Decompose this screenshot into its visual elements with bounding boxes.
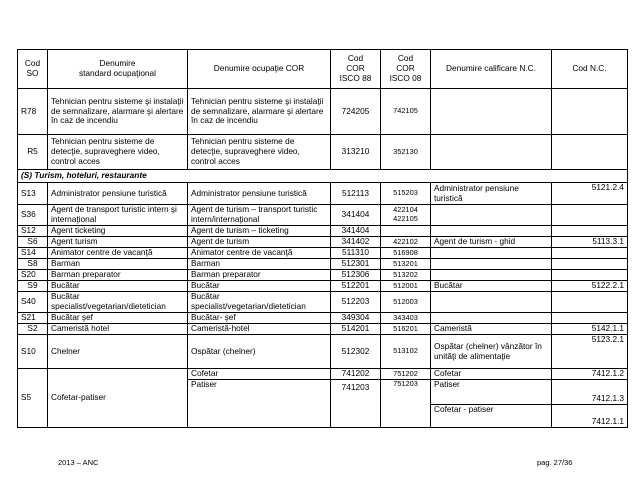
- cell-cor: Cofetar: [188, 369, 331, 380]
- cell-cor: Tehnician pentru sisteme şi instalaţii de semnalizare, alarmare şi alertare în caz de incendiu: [188, 89, 331, 135]
- footer-page-number: pag. 27/36: [537, 458, 573, 467]
- header-row: [18, 50, 628, 89]
- cell-nc: [431, 259, 552, 270]
- cell-standard: Administrator pensiune turistică: [48, 183, 188, 205]
- cell-standard: Agent ticketing: [48, 226, 188, 237]
- cell-cod-so: S36: [18, 205, 48, 226]
- cell-cod-so: S5: [18, 369, 48, 428]
- occupations-table: [17, 49, 628, 428]
- cell-cor: Agent de turism – transport turistic intern/internaţional: [188, 205, 331, 226]
- cell-standard: Animator centre de vacanţă: [48, 248, 188, 259]
- cell-isco08: 422102: [381, 237, 431, 248]
- cell-nc-code: [552, 248, 628, 259]
- cell-isco88: 512201: [331, 281, 381, 292]
- cell-cod-so: R5: [18, 135, 48, 170]
- cell-isco88: 512203: [331, 292, 381, 313]
- cell-nc-code: [552, 226, 628, 237]
- table-row: [18, 259, 628, 270]
- cell-nc: [431, 89, 552, 135]
- cell-isco88: 512302: [331, 335, 381, 369]
- section-row: [18, 170, 628, 183]
- cell-cod-so: S8: [18, 259, 48, 270]
- cell-isco08: 352130: [381, 135, 431, 170]
- cell-isco88: 741203: [331, 380, 381, 428]
- cell-nc-code: [552, 89, 628, 135]
- cell-cor: Cameristă-hotel: [188, 324, 331, 335]
- cell-nc-code: [552, 270, 628, 281]
- cell-isco88: 724205: [331, 89, 381, 135]
- footer-left: 2013 – ANC: [58, 458, 99, 467]
- cell-cor: Tehnician pentru sisteme de detecţie, supraveghere video, control acces: [188, 135, 331, 170]
- cell-standard: Chelner: [48, 335, 188, 369]
- cell-cor: Bucătar specialist/vegetarian/dietetician: [188, 292, 331, 313]
- cell-isco88: 313210: [331, 135, 381, 170]
- table-row: [18, 292, 628, 313]
- cell-cor: Bucătar- şef: [188, 313, 331, 324]
- header-denumire-cor: Denumire ocupaţie COR: [188, 50, 331, 89]
- cell-isco08: 512003: [381, 292, 431, 313]
- cell-isco88: 512301: [331, 259, 381, 270]
- cell-nc-code: 7412.1.2: [552, 369, 628, 380]
- cell-nc: Administrator pensiune turistică: [431, 183, 552, 205]
- cell-nc-code: 5122.2.1: [552, 281, 628, 292]
- cell-nc: Cofetar: [431, 369, 552, 380]
- cell-cod-so: R78: [18, 89, 48, 135]
- cell-isco08: 515203: [381, 183, 431, 205]
- cell-cor: Barman preparator: [188, 270, 331, 281]
- cell-nc-code: [552, 259, 628, 270]
- cell-standard: Bucătar specialist/vegetarian/dietetician: [48, 292, 188, 313]
- cell-cod-so: S14: [18, 248, 48, 259]
- cell-standard: Cofetar-patiser: [48, 369, 188, 428]
- cell-isco88: 741202: [331, 369, 381, 380]
- cell-nc-code: 5121.2.4: [552, 183, 628, 205]
- cell-standard: Cameristă hotel: [48, 324, 188, 335]
- cell-nc-code: [552, 135, 628, 170]
- cell-nc: [431, 135, 552, 170]
- cell-standard: Agent turism: [48, 237, 188, 248]
- table-row: [18, 313, 628, 324]
- cell-cor: Patiser: [188, 380, 331, 428]
- table-row: [18, 281, 628, 292]
- cell-nc-code: 7412.1.1: [552, 405, 628, 428]
- header-cod-isco88: Cod COR ISCO 88: [331, 50, 381, 89]
- cell-nc: Ospătar (chelner) vânzător în unităţi de alimentaţie: [431, 335, 552, 369]
- cell-isco88: 341404: [331, 226, 381, 237]
- cell-cod-so: S6: [18, 237, 48, 248]
- cell-nc-code: 5113.3.1: [552, 237, 628, 248]
- cell-nc-code: 5142.1.1: [552, 324, 628, 335]
- table-row: [18, 237, 628, 248]
- cell-nc: Bucătar: [431, 281, 552, 292]
- table-row: [18, 324, 628, 335]
- cell-isco08: 742105: [381, 89, 431, 135]
- cell-cod-so: S2: [18, 324, 48, 335]
- cell-cod-so: S20: [18, 270, 48, 281]
- cell-standard: Bucătar: [48, 281, 188, 292]
- cell-isco08: 513201: [381, 259, 431, 270]
- cell-standard: Tehnician pentru sisteme şi instalaţii de semnalizare, alarmare şi alertare în caz de incendiu: [48, 89, 188, 135]
- header-cod-nc: Cod N.C.: [552, 50, 628, 89]
- cell-isco08: 513102: [381, 335, 431, 369]
- header-cod-isco08: Cod COR ISCO 08: [381, 50, 431, 89]
- cell-cod-so: S21: [18, 313, 48, 324]
- cell-nc-code: 5123.2.1: [552, 335, 628, 369]
- cell-standard: Agent de transport turistic intern şi internaţional: [48, 205, 188, 226]
- table-row: [18, 369, 628, 380]
- cell-isco08: 343403: [381, 313, 431, 324]
- table-row: [18, 226, 628, 237]
- cell-nc: [431, 226, 552, 237]
- cell-isco88: 349304: [331, 313, 381, 324]
- cell-isco88: 341404: [331, 205, 381, 226]
- cell-nc: [431, 270, 552, 281]
- cell-cor: Barman: [188, 259, 331, 270]
- table-row: [18, 248, 628, 259]
- header-denumire-standard: Denumire standard ocupaţional: [48, 50, 188, 89]
- cell-cod-so: S13: [18, 183, 48, 205]
- cell-nc: Agent de turism - ghid: [431, 237, 552, 248]
- cell-cod-so: S40: [18, 292, 48, 313]
- cell-nc: [431, 205, 552, 226]
- cell-isco88: 512306: [331, 270, 381, 281]
- cell-nc: Cofetar - patiser: [431, 405, 552, 428]
- cell-isco08: 512001: [381, 281, 431, 292]
- cell-nc: [431, 248, 552, 259]
- cell-isco88: 341402: [331, 237, 381, 248]
- table-row: [18, 270, 628, 281]
- cell-cor: Agent de turism – ticketing: [188, 226, 331, 237]
- cell-nc-code: [552, 313, 628, 324]
- cell-isco88: 514201: [331, 324, 381, 335]
- cell-cor: Ospătar (chelner): [188, 335, 331, 369]
- table-row: [18, 89, 628, 135]
- cell-isco08: 516908: [381, 248, 431, 259]
- cell-nc: [431, 292, 552, 313]
- cell-standard: Barman: [48, 259, 188, 270]
- cell-cor: Agent de turism: [188, 237, 331, 248]
- cell-standard: Tehnician pentru sisteme de detecţie, supraveghere video, control acces: [48, 135, 188, 170]
- cell-isco08: 751203: [381, 380, 431, 428]
- table-row: [18, 205, 628, 226]
- header-cod-so: Cod SO: [18, 50, 48, 89]
- cell-isco88: 512113: [331, 183, 381, 205]
- cell-nc-code: [552, 205, 628, 226]
- cell-nc: Patiser: [431, 380, 552, 405]
- cell-cor: Bucătar: [188, 281, 331, 292]
- header-denumire-nc: Denumire calificare N.C.: [431, 50, 552, 89]
- cell-nc: [431, 313, 552, 324]
- cell-isco08: [381, 226, 431, 237]
- cell-isco88: 511310: [331, 248, 381, 259]
- cell-standard: Bucătar şef: [48, 313, 188, 324]
- table-row: [18, 135, 628, 170]
- cell-isco08: 513202: [381, 270, 431, 281]
- section-title: (S) Turism, hoteluri, restaurante: [18, 170, 628, 183]
- table-row: [18, 335, 628, 369]
- cell-isco08: 516201: [381, 324, 431, 335]
- cell-nc-code: 7412.1.3: [552, 380, 628, 405]
- table-row: [18, 183, 628, 205]
- cell-isco08: 751202: [381, 369, 431, 380]
- cell-isco08: 422104 422105: [381, 205, 431, 226]
- cell-nc: Cameristă: [431, 324, 552, 335]
- cell-cor: Administrator pensiune turistică: [188, 183, 331, 205]
- cell-nc-code: [552, 292, 628, 313]
- cell-cod-so: S9: [18, 281, 48, 292]
- cell-cor: Animator centre de vacanţă: [188, 248, 331, 259]
- cell-cod-so: S12: [18, 226, 48, 237]
- cell-cod-so: S10: [18, 335, 48, 369]
- cell-standard: Barman preparator: [48, 270, 188, 281]
